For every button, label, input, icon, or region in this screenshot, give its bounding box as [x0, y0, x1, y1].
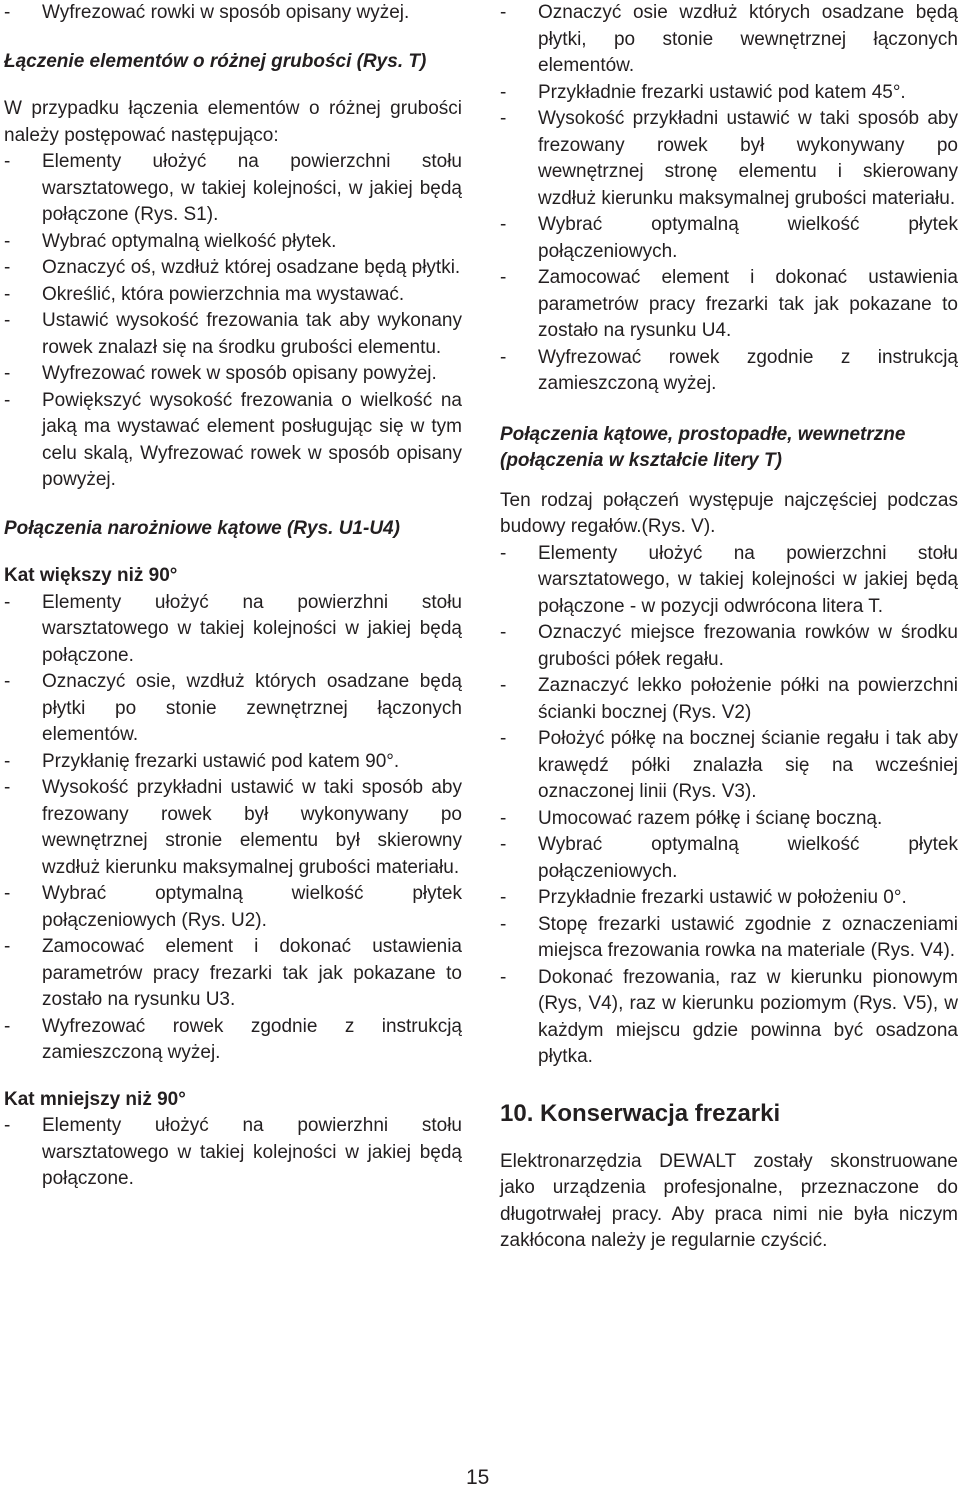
list-item: [4, 149, 462, 229]
list-item-text: Wyfrezować rowki w sposób opisany wyżej.: [42, 2, 410, 23]
list-item: [4, 229, 462, 256]
list-dash: -: [4, 310, 11, 331]
chapter-heading: 10. Konserwacja frezarki: [500, 1099, 781, 1127]
list-dash: -: [500, 966, 507, 988]
list-item-text: Wyfrezować rowek w sposób opisany powyżej.: [42, 363, 437, 384]
left-column: [4, 0, 462, 1193]
list-item: [500, 620, 958, 673]
list-item: [4, 775, 462, 881]
list-dash: -: [4, 151, 11, 172]
list-dash: -: [4, 750, 11, 772]
list-item-text: Zaznaczyć lekko położenie półki na powierzchni ścianki bocznej (Rys. V2): [538, 675, 958, 723]
list-item: [500, 265, 958, 345]
subsection-heading: Kat mniejszy niż 90°: [4, 1088, 186, 1110]
list-item-text: Stopę frezarki ustawić zgodnie z oznaczeniami miejsca frezowania rowka na materiale (Rys. V4).: [538, 913, 958, 961]
list-item: [500, 0, 958, 80]
list-item: [500, 912, 958, 965]
list-item: [500, 541, 958, 621]
list-item: [4, 590, 462, 670]
right-column: [500, 0, 958, 1255]
list-item-text: Ustawić wysokość frezowania tak aby wykonany rowek znalazł się na środku grubości elementu.: [42, 310, 462, 358]
list-dash: -: [4, 283, 11, 305]
list-item: [4, 255, 462, 282]
list-dash: -: [500, 267, 507, 288]
list-item: [4, 0, 462, 27]
list-item-text: Elementy ułożyć na powierzchni stołu warsztatowego, w takiej kolejności w jakiej będą połączone - w pozycji odwrócona litera T.: [538, 542, 958, 617]
list-dash: -: [4, 936, 11, 957]
list-dash: -: [4, 1115, 11, 1136]
list-item: [500, 726, 958, 806]
list-dash: -: [4, 2, 11, 23]
list-dash: -: [500, 728, 507, 749]
list-dash: -: [500, 542, 507, 564]
list-dash: -: [4, 671, 11, 692]
list-dash: -: [500, 807, 507, 829]
list-item-text: Wyfrezować rowek zgodnie z instrukcją zamieszczoną wyżej.: [42, 1015, 462, 1063]
list-item: [4, 361, 462, 388]
list-item-text: Elementy ułożyć na powierzchni stołu warsztatowego, w takiej kolejności, w jakiej będą połączone (Rys. S1).: [42, 151, 462, 225]
list-item: [500, 965, 958, 1071]
section-heading: Połączenia kątowe, prostopadłe, wewnetrzne (połączenia w kształcie litery T): [500, 423, 906, 471]
list-dash: -: [500, 214, 507, 235]
list-item-text: Wybrać optymalną wielkość płytek połączeniowych (Rys. U2).: [42, 883, 462, 931]
list-item-text: Oznaczyć osie wzdłuż których osadzane będą płytki, po stonie wewnętrznej łączonych elementów.: [538, 2, 958, 76]
list-item: [4, 881, 462, 934]
list-item-text: Elementy ułożyć na powierzhni stołu warsztatowego w takiej kolejności w jakiej będą połączone.: [42, 1115, 462, 1189]
list-dash: -: [4, 363, 11, 384]
list-dash: -: [500, 887, 507, 908]
list-dash: -: [500, 675, 507, 696]
list-item: [500, 885, 958, 912]
list-item-text: Położyć półkę na bocznej ścianie regału i tak aby krawędź półki znalazła się na wcześniej oznaczonej linii (Rys. V3).: [538, 728, 958, 802]
list-dash: -: [4, 883, 11, 904]
list-item: [4, 1014, 462, 1067]
list-dash: -: [500, 834, 507, 855]
list-item-text: Oznaczyć miejsce frezowania rowków w środku grubości półek regału.: [538, 622, 958, 670]
list-item-text: Umocować razem półkę i ścianę boczną.: [538, 807, 883, 829]
list-dash: -: [4, 257, 11, 278]
list-dash: -: [500, 81, 507, 103]
section-heading: Połączenia narożniowe kątowe (Rys. U1-U4): [4, 517, 400, 539]
list-dash: -: [4, 230, 11, 252]
list-item-text: Dokonać frezowania, raz w kierunku pionowym (Rys, V4), raz w kierunku poziomym (Rys. V5), w każdym miejscu gdzie powinna być osadzona płytka.: [538, 966, 958, 1067]
paragraph: Ten rodzaj połączeń występuje najczęściej podczas budowy regałów.(Rys. V).: [500, 489, 958, 537]
list-item: [500, 80, 958, 107]
list-item: [4, 934, 462, 1014]
list-item-text: Wysokość przykładni ustawić w taki sposób aby frezowany rowek był wykonywany po wewnętrznej stronę elementu i skierowany wzdłuż kierunku maksymalnej grubości materiału.: [538, 108, 958, 209]
list-item-text: Określić, która powierzchnia ma wystawać.: [42, 283, 405, 305]
list-dash: -: [4, 1015, 11, 1037]
list-item-text: Wysokość przykładni ustawić w taki sposób aby frezowany rowek był wykonywany po wewnętrznej stronie elementu był skierowny wzdłuż kierunku maksymalnej grubości materiału.: [42, 777, 462, 878]
list-item: [500, 212, 958, 265]
list-dash: -: [500, 2, 507, 23]
list-item-text: Zamocować element i dokonać ustawienia parametrów pracy frezarki tak jak pokazane to zostało na rysunku U4.: [538, 267, 958, 341]
list-item-text: Wybrać optymalną wielkość płytek.: [42, 230, 337, 252]
list-item: [500, 345, 958, 398]
list-item-text: Wybrać optymalną wielkość płytek połączeniowych.: [538, 214, 958, 262]
list-item-text: Przykładnie frezarki ustawić w położeniu 0°.: [538, 887, 907, 908]
list-item-text: Wybrać optymalną wielkość płytek połączeniowych.: [538, 834, 958, 882]
list-dash: -: [500, 913, 507, 935]
page-number: 15: [466, 1466, 490, 1489]
list-item: [4, 749, 462, 776]
list-item-text: Powiększyć wysokość frezowania o wielkość na jaką ma wystawać element posługując się w tym celu skalą, Wyfrezować rowek w sposób opisany powyżej.: [42, 389, 462, 490]
list-item-text: Oznaczyć osie, wzdłuż których osadzane będą płytki po stonie zewnętrznej łączonych elementów.: [42, 671, 462, 745]
paragraph: W przypadku łączenia elementów o różnej grubości należy postępować następująco:: [4, 98, 462, 146]
list-dash: -: [4, 389, 11, 411]
list-item-text: Elementy ułożyć na powierzhni stołu warsztatowego w takiej kolejności w jakiej będą połączone.: [42, 591, 462, 666]
list-item: [500, 806, 958, 833]
list-dash: -: [500, 622, 507, 643]
section-heading: Łączenie elementów o różnej grubości (Rys. T): [4, 50, 427, 72]
list-item: [4, 669, 462, 749]
list-item: [4, 1113, 462, 1193]
list-dash: -: [4, 777, 11, 798]
list-dash: -: [4, 591, 11, 613]
list-item-text: Przykładnie frezarki ustawić pod katem 45°.: [538, 81, 906, 103]
list-item: [500, 106, 958, 212]
list-item: [500, 832, 958, 885]
list-dash: -: [500, 108, 507, 129]
paragraph: Elektronarzędzia DEWALT zostały skonstruowane jako urządzenia profesjonalne, przeznaczone do długotrwałej pracy. Aby praca nimi nie była niczym zakłócona należy je regularnie czyścić.: [500, 1150, 958, 1251]
list-item: [4, 308, 462, 361]
list-item: [4, 282, 462, 309]
list-item-text: Zamocować element i dokonać ustawienia parametrów pracy frezarki tak jak pokazane to zostało na rysunku U3.: [42, 936, 462, 1010]
list-item-text: Oznaczyć oś, wzdłuż której osadzane będą płytki.: [42, 257, 461, 278]
list-item-text: Przykłanię frezarki ustawić pod katem 90°.: [42, 750, 400, 772]
list-item: [4, 388, 462, 494]
subsection-heading: Kat większy niż 90°: [4, 565, 178, 586]
list-item: [500, 673, 958, 726]
list-dash: -: [500, 346, 507, 368]
list-item-text: Wyfrezować rowek zgodnie z instrukcją zamieszczoną wyżej.: [538, 346, 958, 394]
